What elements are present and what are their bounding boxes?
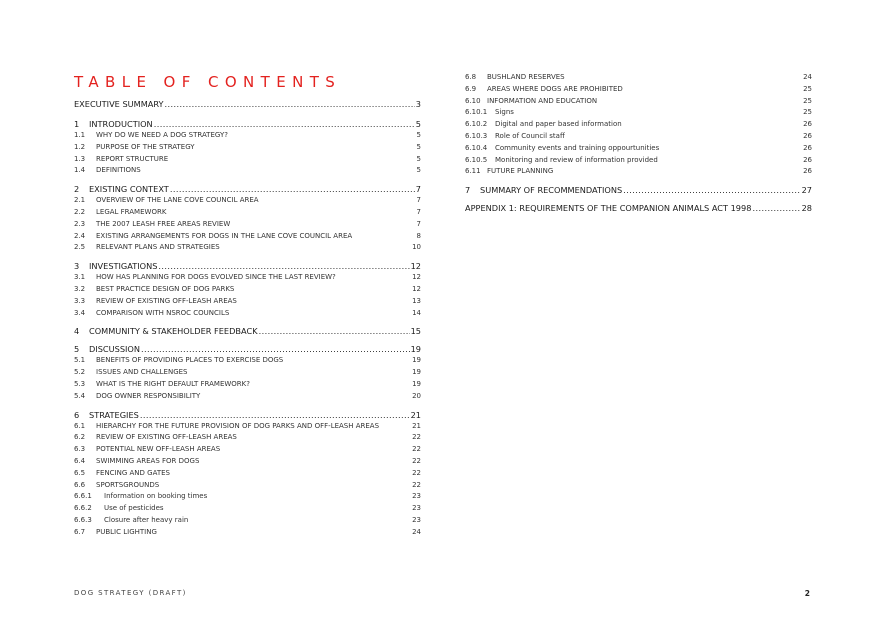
- toc-subsection-entry[interactable]: [74, 284, 421, 296]
- toc-entry-page: 22: [412, 456, 421, 465]
- toc-entry-label: COMPARISON WITH NSROC COUNCILS: [96, 308, 230, 317]
- toc-entry-page: 5: [415, 119, 421, 129]
- toc-entry-label: FENCING AND GATES: [96, 468, 170, 477]
- toc-entry-label: APPENDIX 1: REQUIREMENTS OF THE COMPANION ANIMALS ACT 1998: [465, 203, 752, 214]
- toc-entry-number: 6.8: [465, 73, 477, 81]
- toc-entry-label: Signs: [495, 108, 514, 117]
- toc-entry-number: 2: [74, 184, 80, 195]
- toc-subsection-entry[interactable]: [465, 107, 812, 119]
- toc-subsection-entry[interactable]: [74, 468, 421, 480]
- toc-entry-number: 6.6.1: [74, 492, 92, 501]
- toc-entry-number: 5.1: [74, 356, 86, 365]
- toc-entry-label: Role of Council staff: [495, 131, 565, 140]
- toc-left-column: [74, 98, 421, 539]
- toc-entry-label: FUTURE PLANNING: [487, 167, 554, 176]
- toc-subsection-entry[interactable]: [465, 96, 812, 108]
- toc-entry-page: 5: [416, 166, 421, 175]
- toc-subsection-entry[interactable]: [465, 155, 812, 167]
- toc-entry-number: 6.10.1: [465, 108, 488, 117]
- toc-subsection-entry[interactable]: [74, 165, 421, 177]
- toc-entry-label: Community events and training oppourtunities: [495, 143, 660, 152]
- toc-entry-page: 21: [410, 409, 421, 420]
- toc-entry-number: 1.3: [74, 154, 86, 163]
- toc-entry-label: DISCUSSION: [89, 344, 141, 355]
- toc-entry-number: 6.10.3: [465, 131, 488, 140]
- toc-entry-number: 6.2: [74, 433, 86, 442]
- toc-subsection-entry[interactable]: [465, 143, 812, 155]
- toc-subsection-entry[interactable]: [74, 219, 421, 231]
- toc-section-entry[interactable]: [465, 184, 812, 196]
- toc-dot-leader: [154, 118, 415, 130]
- toc-entry-page: 8: [416, 231, 421, 240]
- toc-subsection-entry[interactable]: [74, 207, 421, 219]
- toc-entry-page: 25: [803, 84, 812, 93]
- toc-entry-label: OVERVIEW OF THE LANE COVE COUNCIL AREA: [96, 196, 259, 205]
- toc-entry-label: AREAS WHERE DOGS ARE PROHIBITED: [487, 84, 623, 93]
- toc-entry-page: 12: [412, 284, 421, 293]
- toc-entry-page: 24: [803, 73, 812, 81]
- toc-entry-page: 19: [412, 368, 421, 377]
- toc-subsection-entry[interactable]: [74, 527, 421, 539]
- toc-dot-leader: [140, 409, 410, 421]
- toc-entry-page: 15: [410, 326, 421, 337]
- toc-entry-label: THE 2007 LEASH FREE AREAS REVIEW: [96, 219, 231, 228]
- toc-subsection-entry[interactable]: [74, 154, 421, 166]
- toc-section-entry[interactable]: [74, 183, 421, 195]
- toc-entry-label: POTENTIAL NEW OFF-LEASH AREAS: [96, 445, 221, 454]
- toc-entry-label: EXISTING CONTEXT: [89, 184, 169, 195]
- toc-entry-number: 1: [74, 119, 80, 129]
- toc-entry-number: 4: [74, 326, 80, 337]
- toc-entry-page: 26: [803, 143, 812, 152]
- toc-dot-leader: [158, 260, 409, 272]
- toc-entry-label: PUBLIC LIGHTING: [96, 527, 157, 536]
- toc-entry-page: 7: [415, 184, 421, 195]
- toc-entry-number: 1.4: [74, 166, 86, 175]
- toc-subsection-entry[interactable]: [74, 355, 421, 367]
- toc-dot-leader: [165, 98, 415, 110]
- toc-entry-page: 27: [801, 185, 812, 196]
- toc-dot-leader: [259, 325, 410, 337]
- toc-entry-page: 23: [412, 515, 421, 524]
- toc-entry-number: 6.3: [74, 445, 86, 454]
- toc-entry-label: WHAT IS THE RIGHT DEFAULT FRAMEWORK?: [96, 379, 250, 388]
- toc-entry-number: 3.3: [74, 296, 86, 305]
- page-number: 2: [804, 589, 810, 598]
- toc-entry-number: 6.10.5: [465, 155, 488, 164]
- toc-entry-page: 25: [803, 96, 812, 105]
- toc-entry-label: BUSHLAND RESERVES: [487, 73, 565, 81]
- toc-entry-page: 19: [410, 344, 421, 355]
- toc-entry-label: Use of pesticides: [104, 504, 164, 513]
- toc-title: TABLE OF CONTENTS: [74, 73, 342, 91]
- toc-subsection-entry[interactable]: [74, 231, 421, 243]
- toc-subsection-entry[interactable]: [74, 379, 421, 391]
- toc-subsection-entry[interactable]: [74, 444, 421, 456]
- toc-entry-number: 3.2: [74, 284, 86, 293]
- toc-entry-number: 6.6.2: [74, 504, 92, 513]
- toc-entry-label: REPORT STRUCTURE: [96, 154, 169, 163]
- toc-entry-number: 2.4: [74, 231, 86, 240]
- toc-entry-page: 20: [412, 391, 421, 400]
- toc-entry-page: 21: [412, 421, 421, 430]
- toc-entry-number: 3.1: [74, 273, 86, 282]
- toc-entry-number: 6.6.3: [74, 515, 92, 524]
- toc-entry-label: SUMMARY OF RECOMMENDATIONS: [480, 185, 623, 196]
- toc-entry-label: Monitoring and review of information provided: [495, 155, 658, 164]
- toc-entry-number: 3.4: [74, 308, 86, 317]
- toc-subsection-entry[interactable]: [465, 72, 812, 84]
- toc-entry-page: 7: [416, 196, 421, 205]
- toc-subsection-entry[interactable]: [74, 130, 421, 142]
- toc-right-column: [465, 72, 812, 214]
- toc-entry-number: 6.9: [465, 84, 477, 93]
- toc-dot-leader: [752, 202, 800, 214]
- toc-subsection-entry[interactable]: [74, 432, 421, 444]
- toc-entry-label: Information on booking times: [104, 492, 208, 501]
- toc-entry-label: RELEVANT PLANS AND STRATEGIES: [96, 243, 220, 252]
- toc-subsection-entry[interactable]: [465, 131, 812, 143]
- toc-entry-number: 1.1: [74, 131, 86, 139]
- toc-entry-number: 6.10.2: [465, 120, 488, 129]
- toc-subsection-entry[interactable]: [74, 272, 421, 284]
- toc-entry-number: 2.1: [74, 196, 86, 205]
- toc-entry-number: 6.1: [74, 421, 86, 430]
- toc-entry-page: 5: [416, 142, 421, 151]
- toc-entry-number: 1.2: [74, 142, 86, 151]
- toc-entry-label: INTRODUCTION: [89, 119, 153, 129]
- toc-entry-label: REVIEW OF EXISTING OFF-LEASH AREAS: [96, 433, 237, 442]
- toc-entry-page: 12: [412, 273, 421, 282]
- toc-subsection-entry[interactable]: [74, 242, 421, 254]
- toc-entry-label: WHY DO WE NEED A DOG STRATEGY?: [96, 131, 228, 139]
- toc-subsection-entry[interactable]: [74, 296, 421, 308]
- toc-subsection-entry[interactable]: [465, 84, 812, 96]
- toc-section-entry[interactable]: [74, 260, 421, 272]
- toc-entry-page: 22: [412, 445, 421, 454]
- toc-entry-page: 7: [416, 207, 421, 216]
- toc-entry-page: 23: [412, 492, 421, 501]
- toc-entry-number: 6.5: [74, 468, 86, 477]
- toc-entry-number: 7: [465, 185, 471, 196]
- toc-subsection-entry[interactable]: [74, 391, 421, 403]
- footer-document-title: DOG STRATEGY (DRAFT): [74, 589, 187, 597]
- toc-entry-page: 26: [803, 155, 812, 164]
- toc-entry-label: SPORTSGROUNDS: [96, 480, 160, 489]
- toc-entry-label: PURPOSE OF THE STRATEGY: [96, 142, 195, 151]
- toc-entry-page: 22: [412, 468, 421, 477]
- toc-entry-label: EXISTING ARRANGEMENTS FOR DOGS IN THE LANE COVE COUNCIL AREA: [96, 231, 353, 240]
- toc-entry-label: BENEFITS OF PROVIDING PLACES TO EXERCISE DOGS: [96, 356, 284, 365]
- toc-dot-leader: [170, 183, 415, 195]
- toc-entry-number: 2.5: [74, 243, 86, 252]
- toc-subsection-entry[interactable]: [74, 491, 421, 503]
- toc-entry-page: 22: [412, 433, 421, 442]
- toc-entry-page: 7: [416, 219, 421, 228]
- toc-entry-label: DEFINITIONS: [96, 166, 141, 175]
- toc-entry-page: 26: [803, 120, 812, 129]
- toc-entry-number: 6.10.4: [465, 143, 488, 152]
- toc-entry-label: INFORMATION AND EDUCATION: [487, 96, 598, 105]
- toc-entry-label: HOW HAS PLANNING FOR DOGS EVOLVED SINCE THE LAST REVIEW?: [96, 273, 336, 282]
- toc-entry-label: BEST PRACTICE DESIGN OF DOG PARKS: [96, 284, 235, 293]
- toc-entry-number: 5: [74, 344, 80, 355]
- toc-entry-page: 28: [801, 203, 812, 214]
- toc-section-entry[interactable]: [74, 98, 421, 110]
- toc-entry-number: 6.7: [74, 527, 86, 536]
- toc-section-entry[interactable]: [74, 343, 421, 355]
- toc-entry-page: 23: [412, 504, 421, 513]
- toc-subsection-entry[interactable]: [74, 142, 421, 154]
- toc-subsection-entry[interactable]: [74, 480, 421, 492]
- toc-entry-number: 2.3: [74, 219, 86, 228]
- toc-subsection-entry[interactable]: [74, 456, 421, 468]
- toc-entry-page: 26: [803, 167, 812, 176]
- toc-entry-number: 6.4: [74, 456, 86, 465]
- toc-subsection-entry[interactable]: [74, 308, 421, 320]
- toc-entry-number: 5.3: [74, 379, 86, 388]
- toc-entry-label: SWIMMING AREAS FOR DOGS: [96, 456, 200, 465]
- toc-entry-page: 5: [416, 131, 421, 139]
- toc-entry-label: Digital and paper based information: [495, 120, 622, 129]
- toc-subsection-entry[interactable]: [74, 515, 421, 527]
- toc-entry-page: 19: [412, 356, 421, 365]
- toc-entry-page: 5: [416, 154, 421, 163]
- toc-entry-number: 6.6: [74, 480, 86, 489]
- toc-entry-page: 10: [412, 243, 421, 252]
- toc-entry-page: 12: [410, 261, 421, 272]
- toc-section-entry[interactable]: [74, 118, 421, 130]
- toc-subsection-entry[interactable]: [74, 195, 421, 207]
- toc-subsection-entry[interactable]: [74, 503, 421, 515]
- toc-entry-number: 6: [74, 409, 80, 420]
- toc-entry-page: 14: [412, 308, 421, 317]
- toc-entry-number: 6.10: [465, 96, 481, 105]
- toc-entry-label: INVESTIGATIONS: [89, 261, 158, 272]
- toc-subsection-entry[interactable]: [74, 367, 421, 379]
- toc-entry-label: DOG OWNER RESPONSIBILITY: [96, 391, 201, 400]
- toc-entry-page: 3: [415, 99, 421, 109]
- toc-subsection-entry[interactable]: [465, 119, 812, 131]
- toc-entry-label: STRATEGIES: [89, 409, 139, 420]
- toc-entry-label: LEGAL FRAMEWORK: [96, 207, 167, 216]
- toc-section-entry[interactable]: [74, 325, 421, 337]
- toc-entry-page: 13: [412, 296, 421, 305]
- toc-entry-page: 24: [412, 527, 421, 536]
- toc-section-entry[interactable]: [465, 202, 812, 214]
- toc-entry-number: 5.4: [74, 391, 86, 400]
- toc-entry-page: 19: [412, 379, 421, 388]
- toc-entry-label: EXECUTIVE SUMMARY: [74, 99, 164, 109]
- toc-subsection-entry[interactable]: [74, 421, 421, 433]
- toc-subsection-entry[interactable]: [465, 166, 812, 178]
- toc-entry-page: 22: [412, 480, 421, 489]
- toc-entry-page: 26: [803, 131, 812, 140]
- toc-entry-number: 2.2: [74, 207, 86, 216]
- toc-dot-leader: [623, 184, 800, 196]
- toc-entry-label: ISSUES AND CHALLENGES: [96, 368, 188, 377]
- toc-section-entry[interactable]: [74, 409, 421, 421]
- toc-entry-label: HIERARCHY FOR THE FUTURE PROVISION OF DOG PARKS AND OFF-LEASH AREAS: [96, 421, 380, 430]
- toc-entry-label: COMMUNITY & STAKEHOLDER FEEDBACK: [89, 326, 258, 337]
- toc-entry-number: 3: [74, 261, 80, 272]
- toc-entry-number: 5.2: [74, 368, 86, 377]
- toc-entry-page: 25: [803, 108, 812, 117]
- toc-entry-number: 6.11: [465, 167, 481, 176]
- toc-dot-leader: [141, 343, 410, 355]
- toc-entry-label: Closure after heavy rain: [104, 515, 189, 524]
- toc-entry-label: REVIEW OF EXISTING OFF-LEASH AREAS: [96, 296, 237, 305]
